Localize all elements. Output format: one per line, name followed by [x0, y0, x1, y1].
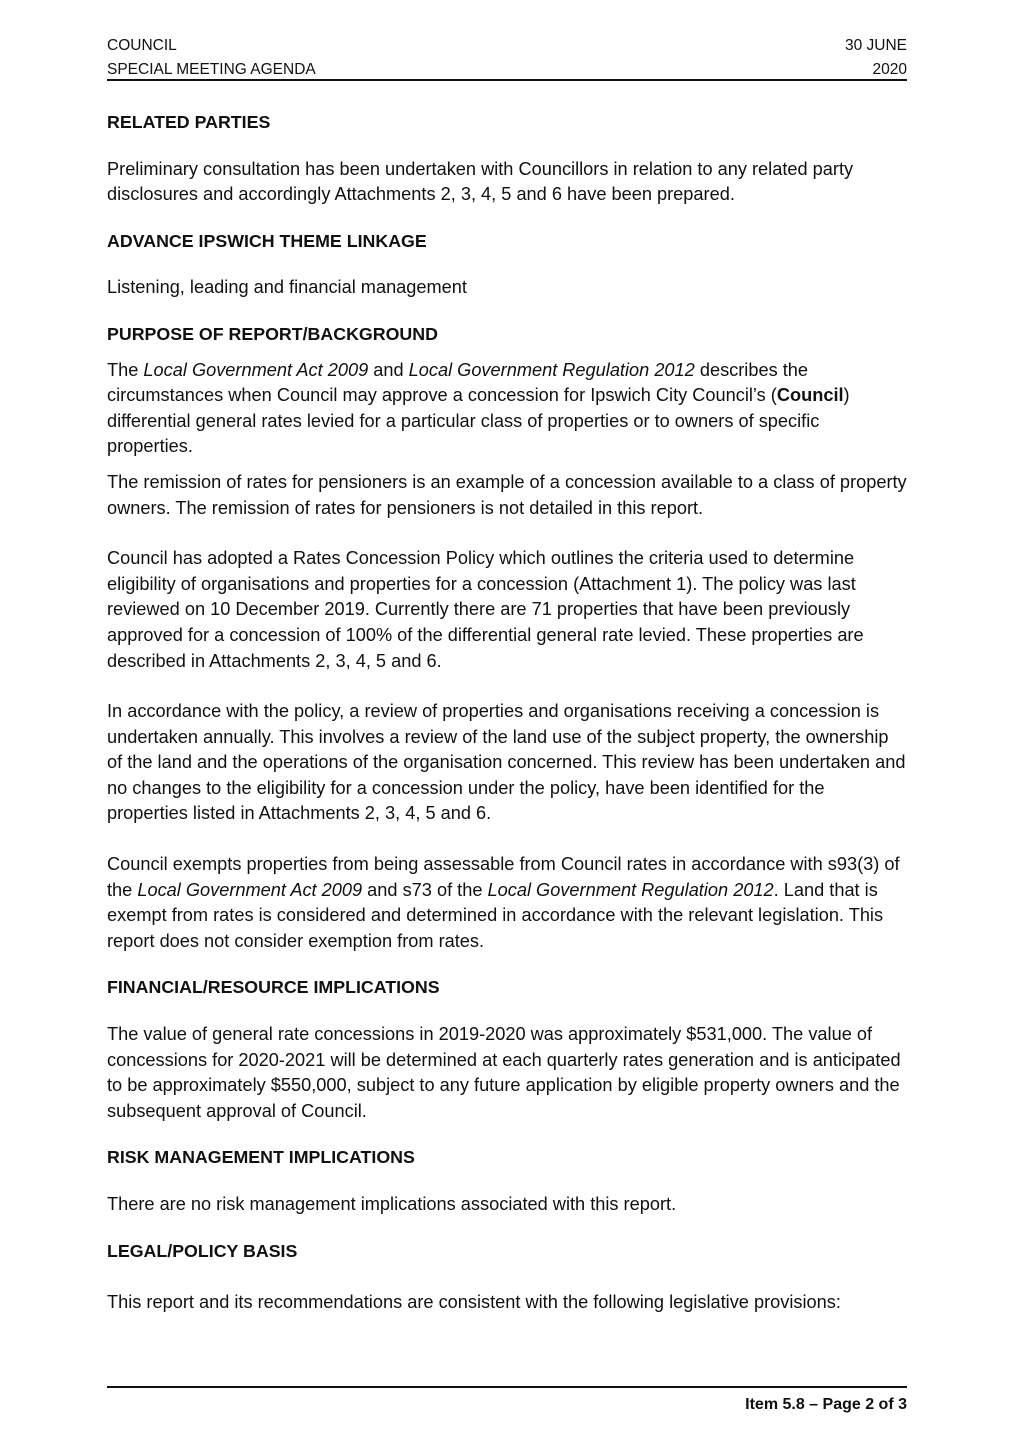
heading-legal: LEGAL/POLICY BASIS	[107, 1240, 298, 1261]
act-citation: Local Government Act 2009	[137, 879, 363, 900]
text-run: and	[368, 359, 409, 380]
regulation-citation: Local Government Regulation 2012	[487, 879, 774, 900]
purpose-paragraph-3: Council has adopted a Rates Concession Policy which outlines the criteria used to determine eligibility of organisations and properties for a concession (Attachment 1). The policy was last reviewed on 10 December 2019. Currently there are 71 properties that have been previously approved for a concession of 100% of the differential general rate levied. These properties are described in Attachments 2, 3, 4, 5 and 6.	[107, 548, 864, 671]
risk-text: There are no risk management implications associated with this report.	[107, 1194, 677, 1214]
footer-divider	[107, 1386, 907, 1388]
purpose-paragraph-1	[107, 358, 907, 460]
page-footer: Item 5.8 – Page 2 of 3	[745, 1396, 907, 1413]
header-divider	[107, 79, 907, 81]
text-run: describes the circumstances when Council may approve a concession for Ipswich City Council’s (	[107, 359, 809, 406]
header-left	[107, 34, 316, 82]
heading-related-parties: RELATED PARTIES	[107, 112, 271, 132]
council-defined-term: Council	[776, 385, 844, 406]
text-run: Council exempts properties from being assessable from Council rates in accordance with s93(3) of the	[107, 854, 900, 900]
purpose-paragraph-2: The remission of rates for pensioners is an example of a concession available to a class of property owners. The remission of rates for pensioners is not detailed in this report.	[107, 471, 907, 518]
heading-risk: RISK MANAGEMENT IMPLICATIONS	[107, 1147, 415, 1168]
text-run: ) differential general rates levied for a particular class of properties or to owners of specific properties.	[107, 385, 850, 457]
text-run: and s73 of the	[362, 879, 488, 900]
header-org: COUNCIL	[107, 37, 177, 54]
purpose-paragraph-4: In accordance with the policy, a review of properties and organisations receiving a concession is undertaken annually. This involves a review of the land use of the subject property, the ownership of the land and the operations of the organisation concerned. This review has been undertaken and no changes to the eligibility for a concession under the policy, have been identified for the properties listed in Attachments 2, 3, 4, 5 and 6.	[107, 701, 906, 824]
heading-financial: FINANCIAL/RESOURCE IMPLICATIONS	[107, 977, 440, 998]
heading-purpose: PURPOSE OF REPORT/BACKGROUND	[107, 323, 438, 344]
text-run: . Land that is exempt from rates is considered and determined in accordance with the relevant legislation. This report does not consider exemption from rates.	[107, 879, 884, 951]
act-citation: Local Government Act 2009	[143, 359, 369, 380]
text-run: The	[107, 359, 144, 380]
theme-linkage-text: Listening, leading and financial management	[107, 277, 467, 298]
related-parties-text: Preliminary consultation has been undertaken with Councillors in relation to any related party disclosures and accordingly Attachments 2, 3, 4, 5 and 6 have been prepared.	[107, 158, 854, 205]
financial-text: The value of general rate concessions in 2019-2020 was approximately $531,000. The value of concessions for 2020-2021 will be determined at each quarterly rates generation and is anticipated to be approximately $550,000, subject to any future application by eligible property owners and the subsequent approval of Council.	[107, 1024, 901, 1121]
legal-text: This report and its recommendations are consistent with the following legislative provisions:	[107, 1292, 841, 1313]
regulation-citation: Local Government Regulation 2012	[408, 359, 695, 380]
header-year: 2020	[872, 61, 907, 78]
header-date: 30 JUNE	[844, 37, 907, 54]
document-body	[107, 110, 907, 1316]
header-right	[845, 34, 907, 82]
header-doc-type: SPECIAL MEETING AGENDA	[107, 61, 316, 78]
heading-theme-linkage: ADVANCE IPSWICH THEME LINKAGE	[107, 230, 427, 251]
purpose-paragraph-5	[107, 852, 907, 954]
